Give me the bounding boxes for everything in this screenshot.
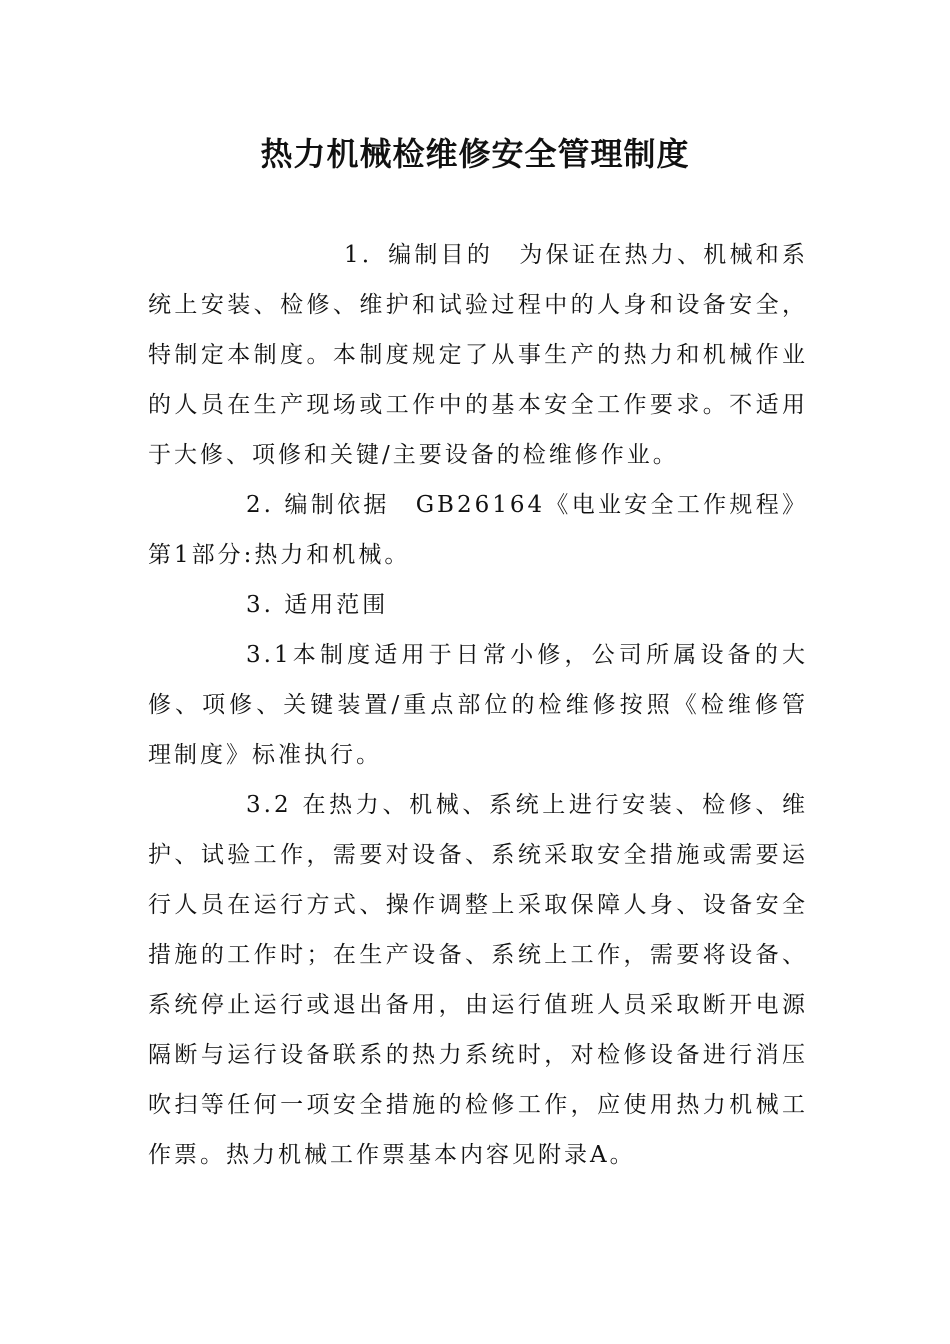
section-2-heading: 2. 编制依据 bbox=[246, 492, 390, 518]
document-body bbox=[148, 230, 808, 1180]
section-1-heading: 1．编制目的 bbox=[344, 242, 494, 268]
section-3-2-paragraph bbox=[148, 780, 808, 1180]
section-3-1-paragraph bbox=[148, 630, 808, 780]
section-3-heading: 3. 适用范围 bbox=[246, 592, 389, 618]
section-3-paragraph bbox=[148, 580, 808, 630]
section-2-paragraph bbox=[148, 480, 808, 580]
section-1-paragraph bbox=[148, 230, 808, 480]
section-1-text: 为保证在热力、机械和系统上安装、检修、维护和试验过程中的人身和设备安全，特制定本制度。本制度规定了从事生产的热力和机械作业的人员在生产现场或工作中的基本安全工作要求。不适用于大修、项修和关键/主要设备的检维修作业。 bbox=[148, 242, 808, 468]
section-3-1-text: 3.1本制度适用于日常小修，公司所属设备的大修、项修、关键装置/重点部位的检维修按照《检维修管理制度》标准执行。 bbox=[148, 642, 808, 768]
document-title: 热力机械检维修安全管理制度 bbox=[260, 135, 690, 173]
section-3-2-text: 3.2 在热力、机械、系统上进行安装、检修、维护、试验工作，需要对设备、系统采取安全措施或需要运行人员在运行方式、操作调整上采取保障人身、设备安全措施的工作时；在生产设备、系统上工作，需要将设备、系统停止运行或退出备用，由运行值班人员采取断开电源隔断与运行设备联系的热力系统时，对检修设备进行消压吹扫等任何一项安全措施的检修工作，应使用热力机械工作票。热力机械工作票基本内容见附录A。 bbox=[148, 792, 808, 1168]
section-2-text: GB26164《电业安全工作规程》第1部分:热力和机械。 bbox=[148, 492, 808, 568]
